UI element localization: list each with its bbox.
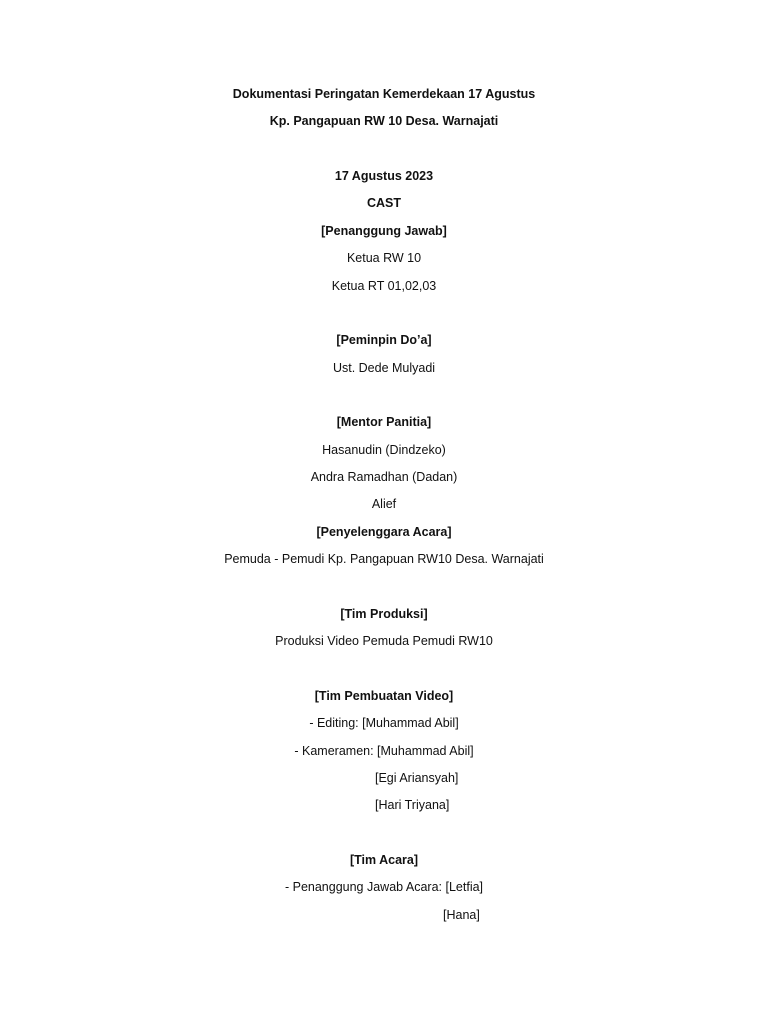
blank-line — [0, 136, 768, 163]
event-date: 17 Agustus 2023 — [334, 169, 434, 184]
list-item: - Editing: [Muhammad Abil] — [309, 716, 459, 731]
blank-line — [0, 573, 768, 600]
section-heading-mentor-panitia: [Mentor Panitia] — [336, 415, 432, 430]
list-item: - Kameramen: [Muhammad Abil] — [294, 743, 474, 758]
document-title: Dokumentasi Peringatan Kemerdekaan 17 Agustus — [232, 87, 536, 101]
list-item: [Egi Ariansyah] — [375, 770, 459, 785]
list-item: Alief — [371, 497, 397, 512]
list-item: Ketua RW 10 — [346, 251, 422, 266]
blank-line — [0, 656, 768, 683]
list-item: [Hana] — [443, 907, 480, 922]
section-heading-tim-acara: [Tim Acara] — [349, 853, 419, 868]
list-item: Produksi Video Pemuda Pemudi RW10 — [275, 634, 493, 649]
list-item: Andra Ramadhan (Dadan) — [310, 470, 458, 485]
blank-line — [0, 382, 768, 409]
document-body — [0, 81, 768, 929]
section-heading-tim-produksi: [Tim Produksi] — [340, 606, 428, 621]
list-item: - Penanggung Jawab Acara: [Letfia] — [284, 880, 484, 895]
section-heading-penanggung-jawab: [Penanggung Jawab] — [321, 223, 447, 238]
list-item: Pemuda - Pemudi Kp. Pangapuan RW10 Desa. Warnajati — [224, 552, 544, 567]
section-heading-tim-pembuatan-video: [Tim Pembuatan Video] — [314, 688, 454, 703]
section-heading-peminpin-doa: [Peminpin Do’a] — [336, 333, 432, 348]
cast-label: CAST — [366, 196, 402, 211]
document-subtitle: Kp. Pangapuan RW 10 Desa. Warnajati — [269, 114, 499, 129]
list-item: [Hari Triyana] — [375, 798, 450, 813]
section-heading-penyelenggara-acara: [Penyelenggara Acara] — [316, 524, 452, 539]
blank-line — [0, 820, 768, 847]
list-item: Hasanudin (Dindzeko) — [322, 442, 446, 457]
blank-line — [0, 300, 768, 327]
list-item: Ust. Dede Mulyadi — [332, 360, 436, 375]
list-item: Ketua RT 01,02,03 — [331, 278, 437, 293]
